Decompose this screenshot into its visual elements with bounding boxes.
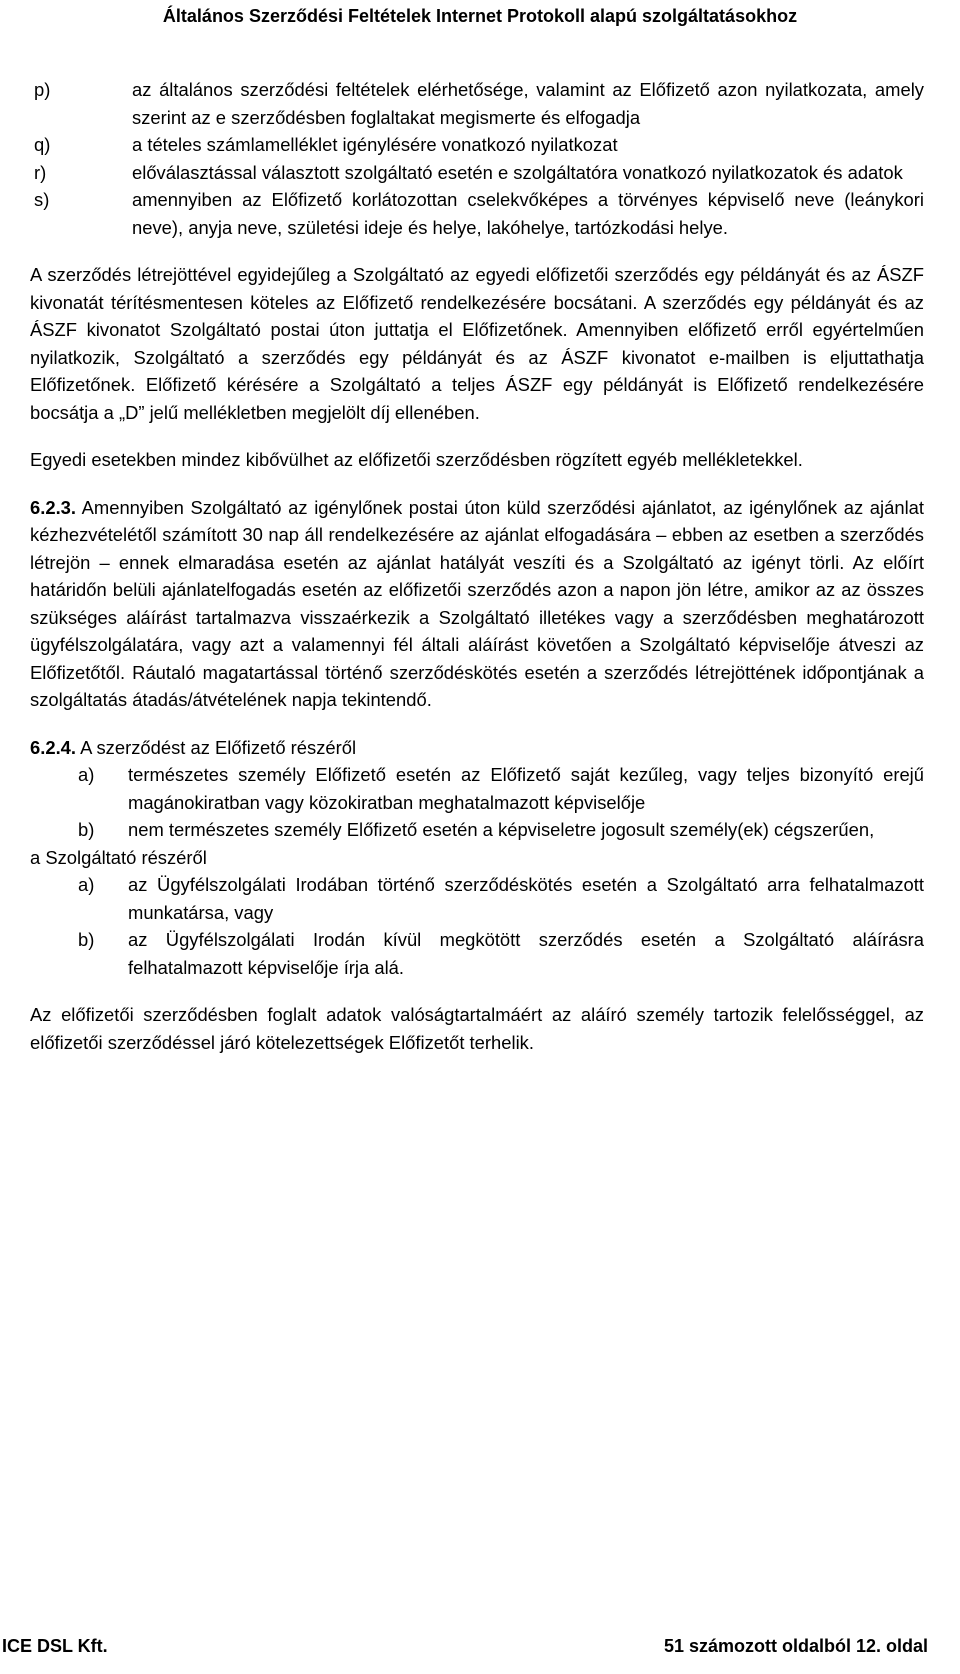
paragraph-contract-copy: A szerződés létrejöttével egyidejűleg a Szolgáltató az egyedi előfizetői szerződés egy példányát és az ÁSZF kivonatát térítésmentesen köteles az Előfizető rendelkezésére bocsátani. A szerződés egy példányát és az ÁSZF kivonatot Szolgáltató postai úton juttatja el Előfizetőnek. Amennyiben előfizető erről egyértelműen nyilatkozik, Szolgáltató a szerződés egy példányát és az ÁSZF kivonatot e-mailben is eljuttathatja Előfizetőnek. Előfizető kérésére a Szolgáltató a teljes ÁSZF egy példányát is Előfizető rendelkezésére bocsátja a „D” jelű mellékletben megjelölt díj ellenében. [30,264,924,423]
list-item [30,159,924,187]
list-item [30,186,924,241]
paragraph-data-responsibility: Az előfizetői szerződésben foglalt adatok valóságtartalmáért az aláíró személy tartozik felelősséggel, az előfizetői szerződéssel járó kötelezettségek Előfizetőt terhelik. [30,1004,924,1053]
section-number: 6.2.3. [30,496,77,518]
footer-company: ICE DSL Kft. [2,1636,108,1656]
sub-text: az Ügyfélszolgálati Irodában történő szerződéskötés esetén a Szolgáltató arra felhatalmazott munkatársa, vagy [128,874,924,923]
section-6-2-4 [30,734,924,762]
sub-label: b) [78,929,95,950]
list-label: r) [34,161,47,183]
list-text: a tételes számlamelléklet igénylésére vonatkozó nyilatkozat [132,134,618,155]
sub-item [30,816,924,844]
sub-text: nem természetes személy Előfizető esetén a képviseletre jogosult személy(ek) cégszerűen, [128,819,875,840]
sub-label: b) [78,819,95,840]
list-label: q) [34,134,51,155]
list-text: az általános szerződési feltételek elérhetősége, valamint az Előfizető azon nyilatkozata, amely szerint az e szerződésben foglaltakat megismerte és elfogadja [132,79,924,128]
list-item [30,76,924,131]
page-header: Általános Szerződési Feltételek Internet Protokoll alapú szolgáltatásokhoz [162,6,798,26]
section-text: Amennyiben Szolgáltató az igénylőnek postai úton küld szerződési ajánlatot, az igénylőnek az ajánlat kézhezvételétől számított 30 nap áll rendelkezésére az ajánlat elfogadására – ebben az esetben a szerződés létrejön – ennek elmaradása esetén az ajánlat hatályát veszíti és a Szolgáltató az igényt törli. Az előírt határidőn belüli ajánlatelfogadás esetén az előfizetői szerződés azon a napon jön létre, amikor az az összes szükséges aláírást tartalmazva visszaérkezik a Szolgáltató illetékes vagy a szerződésben meghatározott ügyfélszolgálatára, vagy azt a valamennyi fél általi aláírást követően a Szolgáltató képviselője átveszi az Előfizetőtől. Ráutaló magatartással történő szerződéskötés esetén a szerződés létrejöttének időpontjának a szolgáltatás átadás/átvételének napja tekintendő. [30,496,924,710]
list-text: előválasztással választott szolgáltató esetén e szolgáltatóra vonatkozó nyilatkozatok és adatok [132,161,903,183]
section-6-2-3 [30,494,924,714]
paragraph-extra-attachments: Egyedi esetekben mindez kibővülhet az előfizetői szerződésben rögzített egyéb mellékletekkel. [30,449,803,470]
sub-item [30,926,924,981]
list-label: p) [34,79,51,100]
provider-side-label: a Szolgáltató részéről [30,846,207,868]
list-text: amennyiben az Előfizető korlátozottan cselekvőképes a törvényes képviselő neve (leánykori neve), anyja neve, születési ideje és helye, lakóhelye, tartózkodási helye. [132,189,924,238]
sub-label: a) [78,874,95,895]
sub-item [30,761,924,816]
sub-text: az Ügyfélszolgálati Irodán kívül megkötött szerződés esetén a Szolgáltató aláírásra felhatalmazott képviselője írja alá. [128,929,924,978]
document-body [30,76,924,1056]
list-label: s) [34,189,50,210]
sub-label: a) [78,764,95,785]
footer-page-number: 51 számozott oldalból 12. oldal [663,1636,928,1656]
sub-text: természetes személy Előfizető esetén az Előfizető saját kezűleg, vagy teljes bizonyító erejű magánokiratban vagy közokiratban meghatalmazott képviselője [128,764,924,813]
section-text: A szerződést az Előfizető részéről [76,736,357,758]
section-number: 6.2.4. [30,736,77,758]
list-item [30,131,924,159]
sub-item [30,871,924,926]
